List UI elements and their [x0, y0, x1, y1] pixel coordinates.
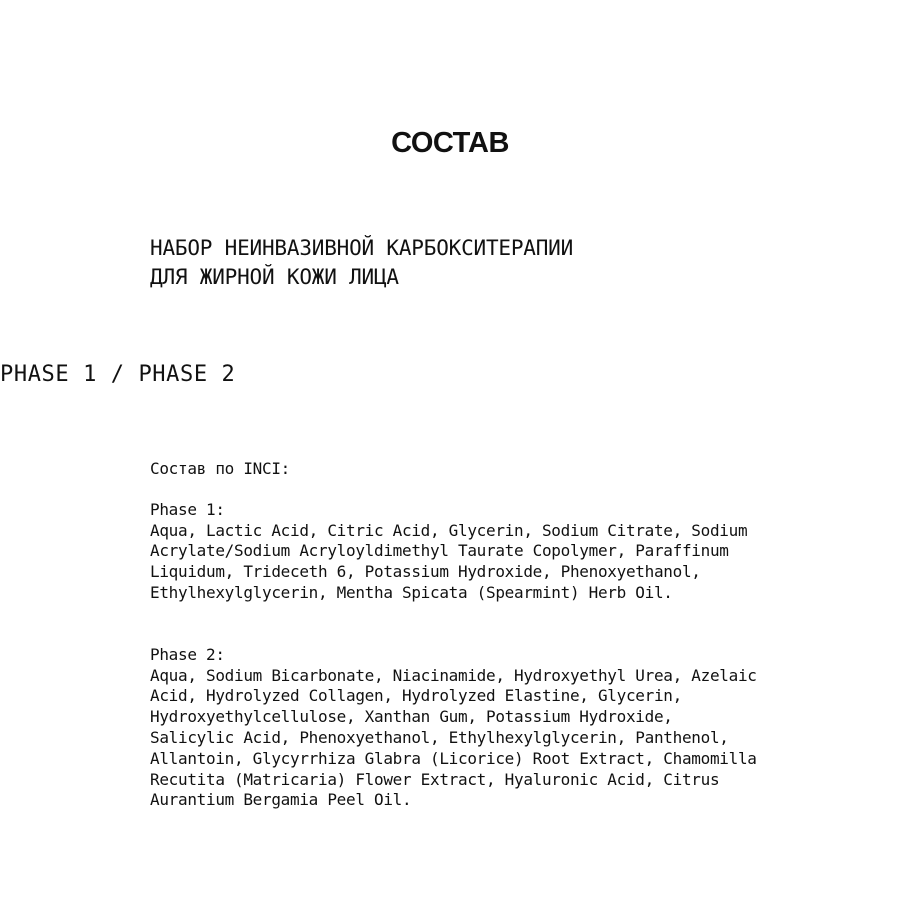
phase2-label: Phase 2:	[150, 644, 225, 664]
inci-composition	[150, 459, 890, 811]
phase2-ingredients-line: Hydroxyethylcellulose, Xanthan Gum, Potassium Hydroxide,	[150, 707, 673, 727]
phase2-ingredients-line: Acid, Hydrolyzed Collagen, Hydrolyzed Elastine, Glycerin,	[150, 686, 682, 706]
phase1-label: Phase 1:	[150, 499, 225, 519]
product-subtitle	[150, 234, 573, 292]
phase1-block	[150, 500, 890, 604]
phase2-ingredients-line: Recutita (Matricaria) Flower Extract, Hyaluronic Acid, Citrus	[150, 769, 720, 789]
subtitle-line: НАБОР НЕИНВАЗИВНОЙ КАРБОКСИТЕРАПИИ	[150, 236, 574, 260]
phase2-ingredients-line: Aurantium Bergamia Peel Oil.	[150, 790, 412, 810]
phase1-ingredients-line: Ethylhexylglycerin, Mentha Spicata (Spearmint) Herb Oil.	[150, 582, 673, 602]
phase1-ingredients-line: Liquidum, Trideceth 6, Potassium Hydroxide, Phenoxyethanol,	[150, 562, 701, 582]
subtitle-line: ДЛЯ ЖИРНОЙ КОЖИ ЛИЦА	[150, 265, 399, 289]
phase2-ingredients-line: Allantoin, Glycyrrhiza Glabra (Licorice) Root Extract, Chamomilla	[150, 748, 757, 768]
inci-title: Состав по INCI:	[150, 459, 290, 478]
phase1-ingredients-line: Acrylate/Sodium Acryloyldimethyl Taurate Copolymer, Paraffinum	[150, 541, 729, 561]
phase2-ingredients-line: Salicylic Acid, Phenoxyethanol, Ethylhexylglycerin, Panthenol,	[150, 727, 729, 747]
phase2-block	[150, 645, 890, 811]
phase1-ingredients-line: Aqua, Lactic Acid, Citric Acid, Glycerin, Sodium Citrate, Sodium	[150, 520, 748, 540]
phase2-ingredients-line: Aqua, Sodium Bicarbonate, Niacinamide, Hydroxyethyl Urea, Azelaic	[150, 665, 757, 685]
phase-label: PHASE 1 / PHASE 2	[0, 362, 236, 387]
page-title: СОСТАВ	[391, 127, 509, 159]
